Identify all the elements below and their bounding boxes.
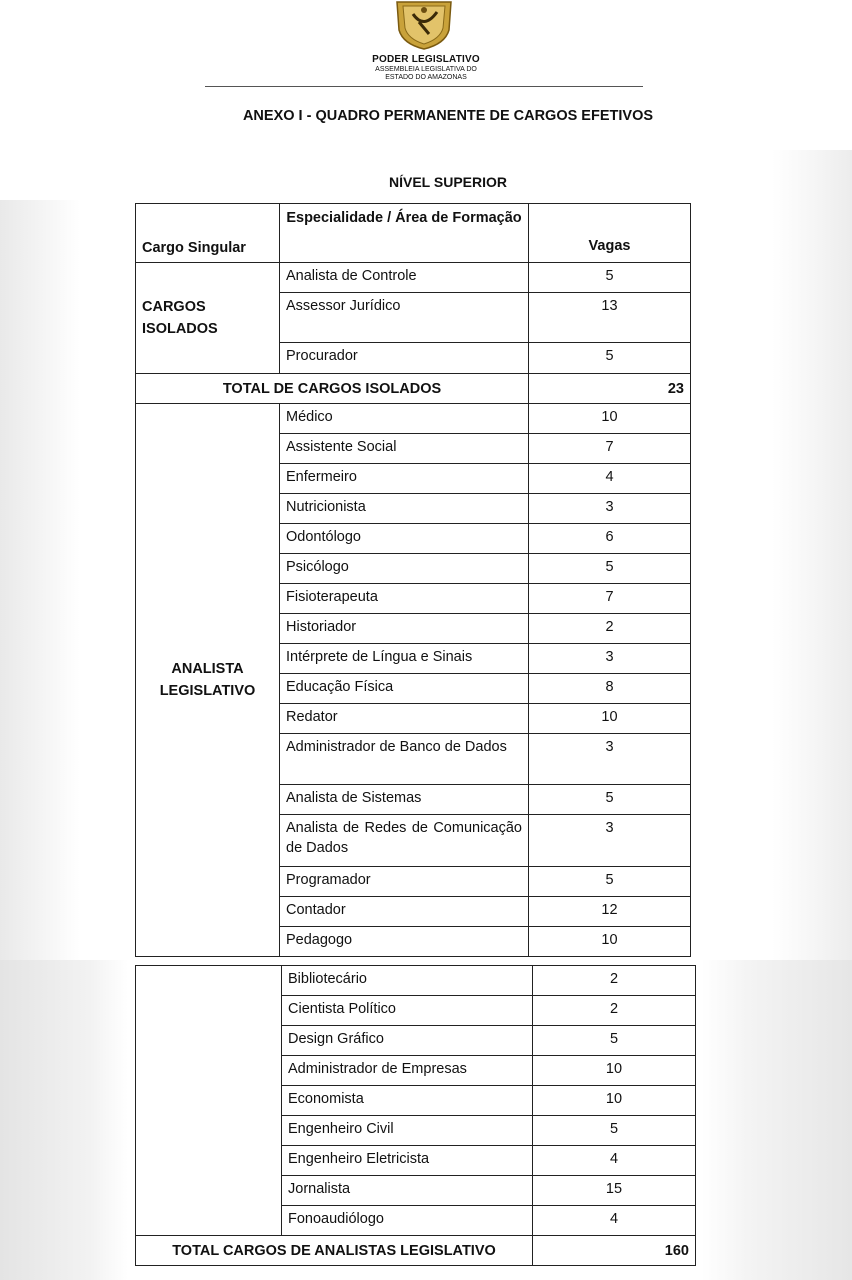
cell-vagas: 7 bbox=[529, 584, 691, 614]
cell-especialidade: Economista bbox=[282, 1086, 533, 1116]
cell-especialidade: Analista de Sistemas bbox=[280, 785, 529, 815]
group-analista-legislativo: ANALISTA LEGISLATIVO bbox=[136, 404, 280, 957]
cell-especialidade: Assessor Jurídico bbox=[280, 293, 529, 343]
total-row bbox=[136, 374, 691, 404]
cell-vagas: 7 bbox=[529, 434, 691, 464]
group-cargos-isolados: CARGOS ISOLADOS bbox=[136, 263, 280, 374]
org-subtitle-line1: ASSEMBLEIA LEGISLATIVA DO bbox=[375, 66, 477, 73]
cell-vagas: 5 bbox=[529, 785, 691, 815]
group-analista-continuation bbox=[136, 966, 282, 1236]
cargos-table-page2 bbox=[135, 965, 696, 1266]
cell-vagas: 13 bbox=[529, 293, 691, 343]
total-row bbox=[136, 1236, 696, 1266]
cell-especialidade: Design Gráfico bbox=[282, 1026, 533, 1056]
cell-especialidade: Cientista Político bbox=[282, 996, 533, 1026]
page-shadow-left-lower bbox=[0, 960, 128, 1280]
table-row bbox=[136, 263, 691, 293]
org-title: PODER LEGISLATIVO bbox=[372, 54, 480, 65]
header-divider bbox=[205, 86, 643, 87]
cell-especialidade: Bibliotecário bbox=[282, 966, 533, 996]
header-cargo: Cargo Singular bbox=[136, 204, 280, 263]
cell-especialidade: Administrador de Banco de Dados bbox=[280, 734, 529, 785]
cell-vagas: 10 bbox=[533, 1086, 696, 1116]
table-row bbox=[136, 966, 696, 996]
page-shadow-right bbox=[772, 150, 852, 960]
total-analistas-value: 160 bbox=[533, 1236, 696, 1266]
cell-vagas: 5 bbox=[529, 343, 691, 374]
cell-especialidade: Engenheiro Civil bbox=[282, 1116, 533, 1146]
cell-especialidade: Administrador de Empresas bbox=[282, 1056, 533, 1086]
header-especialidade: Especialidade / Área de Formação bbox=[280, 204, 529, 263]
cell-especialidade: Nutricionista bbox=[280, 494, 529, 524]
cell-vagas: 10 bbox=[533, 1056, 696, 1086]
cell-especialidade: Pedagogo bbox=[280, 927, 529, 957]
cell-vagas: 2 bbox=[533, 966, 696, 996]
cell-vagas: 10 bbox=[529, 404, 691, 434]
table-row bbox=[136, 404, 691, 434]
cell-vagas: 3 bbox=[529, 644, 691, 674]
cell-vagas: 10 bbox=[529, 927, 691, 957]
cell-vagas: 5 bbox=[529, 263, 691, 293]
cell-especialidade: Intérprete de Língua e Sinais bbox=[280, 644, 529, 674]
cell-especialidade: Fonoaudiólogo bbox=[282, 1206, 533, 1236]
cell-vagas: 4 bbox=[529, 464, 691, 494]
cell-especialidade: Analista de Controle bbox=[280, 263, 529, 293]
cell-especialidade: Procurador bbox=[280, 343, 529, 374]
level-title: NÍVEL SUPERIOR bbox=[389, 174, 507, 190]
cell-especialidade: Psicólogo bbox=[280, 554, 529, 584]
cell-especialidade: Programador bbox=[280, 867, 529, 897]
cargos-table-page1 bbox=[135, 203, 691, 957]
table-header-row bbox=[136, 204, 691, 263]
cell-vagas: 12 bbox=[529, 897, 691, 927]
cell-vagas: 5 bbox=[529, 867, 691, 897]
page-shadow-right-lower bbox=[702, 960, 852, 1280]
cell-vagas: 2 bbox=[533, 996, 696, 1026]
cell-especialidade: Analista de Redes de Comunicação de Dados bbox=[280, 815, 529, 867]
cell-vagas: 6 bbox=[529, 524, 691, 554]
header-vagas: Vagas bbox=[529, 204, 691, 263]
org-subtitle-line2: ESTADO DO AMAZONAS bbox=[385, 74, 467, 81]
cell-especialidade: Médico bbox=[280, 404, 529, 434]
cell-especialidade: Odontólogo bbox=[280, 524, 529, 554]
cell-especialidade: Enfermeiro bbox=[280, 464, 529, 494]
total-analistas-label: TOTAL CARGOS DE ANALISTAS LEGISLATIVO bbox=[136, 1236, 533, 1266]
cell-especialidade: Assistente Social bbox=[280, 434, 529, 464]
cell-vagas: 3 bbox=[529, 494, 691, 524]
annex-title: ANEXO I - QUADRO PERMANENTE DE CARGOS EFETIVOS bbox=[242, 108, 654, 124]
cell-especialidade: Jornalista bbox=[282, 1176, 533, 1206]
cell-especialidade: Engenheiro Eletricista bbox=[282, 1146, 533, 1176]
cell-vagas: 4 bbox=[533, 1206, 696, 1236]
cell-especialidade: Contador bbox=[280, 897, 529, 927]
cell-vagas: 5 bbox=[529, 554, 691, 584]
cell-vagas: 5 bbox=[533, 1026, 696, 1056]
total-isolados-value: 23 bbox=[529, 374, 691, 404]
cell-vagas: 3 bbox=[529, 815, 691, 867]
cell-vagas: 2 bbox=[529, 614, 691, 644]
cell-vagas: 10 bbox=[529, 704, 691, 734]
cell-especialidade: Fisioterapeuta bbox=[280, 584, 529, 614]
cell-especialidade: Educação Física bbox=[280, 674, 529, 704]
cell-especialidade: Redator bbox=[280, 704, 529, 734]
cell-vagas: 4 bbox=[533, 1146, 696, 1176]
cell-especialidade: Historiador bbox=[280, 614, 529, 644]
coat-of-arms-logo bbox=[393, 0, 455, 50]
cell-vagas: 5 bbox=[533, 1116, 696, 1146]
cell-vagas: 15 bbox=[533, 1176, 696, 1206]
cell-vagas: 8 bbox=[529, 674, 691, 704]
page-shadow-left bbox=[0, 200, 80, 960]
total-isolados-label: TOTAL DE CARGOS ISOLADOS bbox=[136, 374, 529, 404]
cell-vagas: 3 bbox=[529, 734, 691, 785]
